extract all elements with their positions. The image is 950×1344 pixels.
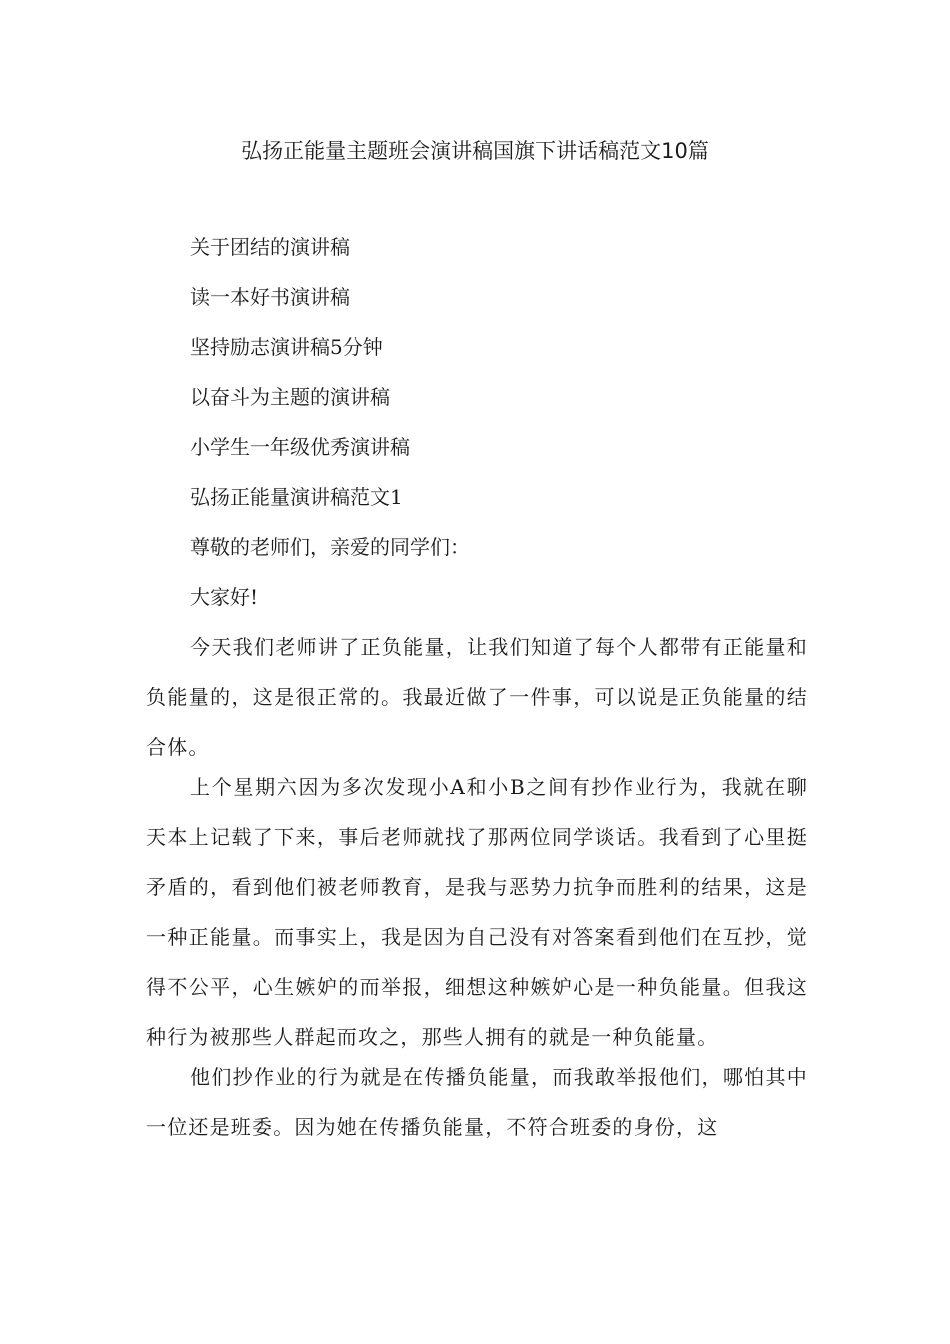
list-item: 以奋斗为主题的演讲稿 [190, 385, 390, 409]
list-item: 读一本好书演讲稿 [190, 285, 350, 309]
document-body [146, 232, 808, 1152]
paragraph: 今天我们老师讲了正负能量，让我们知道了每个人都带有正能量和负能量的，这是很正常的。我最近做了一件事，可以说是正负能量的结合体。 [146, 635, 808, 759]
section-heading: 弘扬正能量演讲稿范文1 [190, 485, 403, 509]
greeting: 大家好! [190, 585, 259, 609]
salutation: 尊敬的老师们，亲爱的同学们： [190, 535, 470, 559]
list-item: 关于团结的演讲稿 [190, 235, 350, 259]
list-item: 小学生一年级优秀演讲稿 [190, 435, 410, 459]
paragraph: 他们抄作业的行为就是在传播负能量，而我敢举报他们，哪怕其中一位还是班委。因为她在传播负能量，不符合班委的身份，这 [146, 1065, 808, 1139]
paragraph: 上个星期六因为多次发现小A和小B之间有抄作业行为，我就在聊天本上记载了下来，事后老师就找了那两位同学谈话。我看到了心里挺矛盾的，看到他们被老师教育，是我与恶势力抗争而胜利的结果，这是一种正能量。而事实上，我是因为自己没有对答案看到他们在互抄，觉得不公平，心生嫉妒的而举报，细想这种嫉妒心是一种负能量。但我这种行为被那些人群起而攻之，那些人拥有的就是一种负能量。 [146, 775, 808, 1049]
list-item: 坚持励志演讲稿5分钟 [190, 335, 383, 359]
document-title: 弘扬正能量主题班会演讲稿国旗下讲话稿范文10篇 [241, 139, 709, 163]
